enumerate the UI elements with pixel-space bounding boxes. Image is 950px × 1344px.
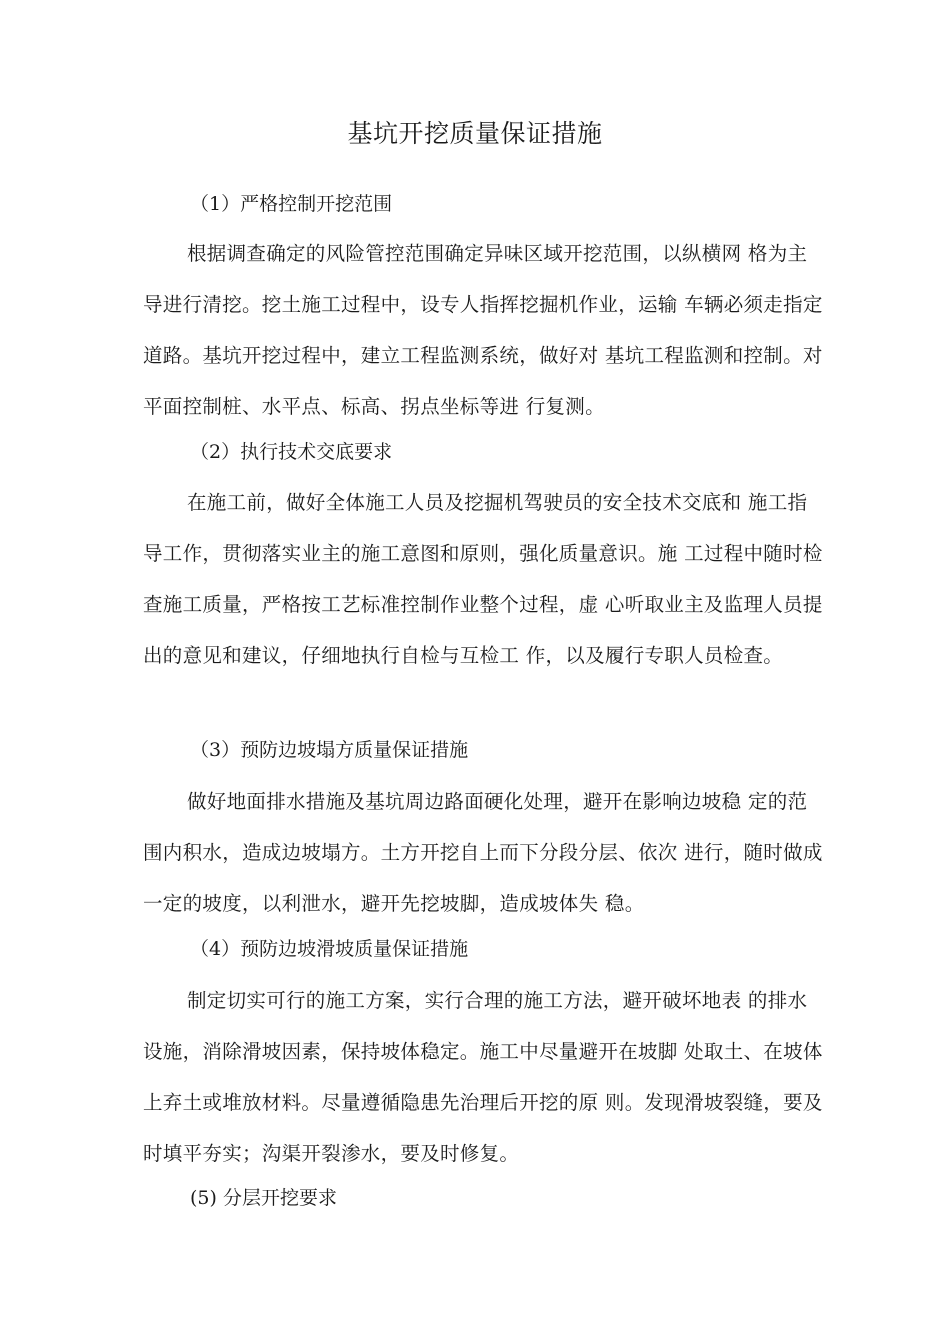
section-body-3: 做好地面排水措施及基坑周边路面硬化处理，避开在影响边坡稳 定的范围内积水，造成边坡塌方。土方开挖自上而下分段分层、依次 进行，随时做成一定的坡度，以利泄水，避开先挖坡脚，造成坡体失 稳。 [143, 790, 823, 915]
section-heading-2: （2）执行技术交底要求 [190, 441, 393, 463]
section-heading-3: （3）预防边坡塌方质量保证措施 [190, 739, 469, 761]
section-body-2: 在施工前，做好全体施工人员及挖掘机驾驶员的安全技术交底和 施工指导工作，贯彻落实业主的施工意图和原则，强化质量意识。施 工过程中随时检查施工质量，严格按工艺标准控制作业整个过程，虚 心听取业主及监理人员提出的意见和建议，仔细地执行自检与互检工 作，以及履行专职人员检查。 [143, 491, 823, 667]
section-heading-4: （4）预防边坡滑坡质量保证措施 [190, 938, 469, 960]
section-body-4: 制定切实可行的施工方案，实行合理的施工方法，避开破坏地表 的排水设施，消除滑坡因素，保持坡体稳定。施工中尽量避开在坡脚 处取土、在坡体上弃土或堆放材料。尽量遵循隐患先治理后开挖的原 则。发现滑坡裂缝，要及时填平夯实；沟渠开裂渗水，要及时修复。 [143, 989, 823, 1165]
document-title: 基坑开挖质量保证措施 [347, 119, 603, 148]
section-heading-1: （1）严格控制开挖范围 [190, 193, 393, 215]
section-body-1: 根据调查确定的风险管控范围确定异味区域开挖范围，以纵横网 格为主导进行清挖。挖土施工过程中，设专人指挥挖掘机作业，运输 车辆必须走指定道路。基坑开挖过程中，建立工程监测系统，做好对 基坑工程监测和控制。对平面控制桩、水平点、标高、拐点坐标等进 行复测。 [143, 242, 823, 418]
section-heading-5: (5) 分层开挖要求 [190, 1187, 337, 1209]
